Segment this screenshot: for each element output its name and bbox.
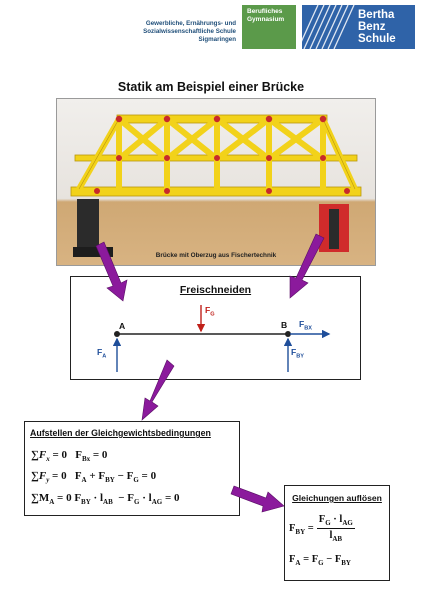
point-b-label: B	[281, 320, 288, 330]
gymnasium-logo-line1: Berufliches	[247, 8, 283, 15]
bertha-benz-logo	[302, 5, 415, 49]
force-fg-letter: F	[205, 305, 211, 315]
bridge-illustration	[57, 99, 376, 266]
photo-caption: Brücke mit Oberzug aus Fischertechnik	[155, 252, 277, 259]
free-body-diagram	[71, 277, 362, 381]
equation-fby-solution: $F_{BY}$ = $\frac{F_G \cdot l_{AG}}{l_{AB}}$	[289, 514, 353, 544]
force-fbx-label	[299, 319, 312, 332]
force-fa-sub: A	[102, 353, 107, 360]
gymnasium-logo	[242, 5, 296, 49]
force-fby-letter: F	[291, 347, 297, 357]
school-name-line1: Gewerbliche, Ernährungs- und	[145, 20, 236, 27]
point-a-label: A	[119, 321, 126, 331]
equation-sum-fx: $\sum F_x = 0$ $F_{Bx} = 0$	[31, 449, 108, 464]
logo-text-benz: Benz	[358, 21, 386, 33]
school-name	[143, 20, 236, 44]
school-name-line3: Sigmaringen	[198, 36, 236, 43]
force-fby-label	[291, 347, 304, 360]
solve-equations-title: Gleichungen auflösen	[292, 493, 382, 503]
force-fa-letter: F	[97, 347, 103, 357]
freischneiden-box	[70, 276, 361, 380]
equation-sum-fy: $\sum F_y = 0$ $F_A + F_{BY} - F_G = 0$	[31, 470, 157, 485]
gymnasium-logo-line2: Gymnasium	[247, 16, 285, 23]
point-a-marker	[114, 331, 120, 337]
bertha-benz-logo-text	[358, 9, 396, 45]
freischneiden-title: Freischneiden	[179, 284, 252, 296]
school-name-line2: Sozialwissenschaftliche Schule	[143, 28, 236, 35]
equilibrium-title: Aufstellen der Gleichgewichtsbedingungen	[30, 428, 211, 438]
force-fbx-letter: F	[299, 319, 305, 329]
page-title: Statik am Beispiel einer Brücke	[117, 80, 305, 94]
logo-text-bertha: Bertha	[358, 9, 395, 21]
solve-equations-box	[284, 485, 390, 581]
bridge-photo	[56, 98, 376, 266]
force-fg-sub: G	[210, 311, 215, 318]
force-fby-sub: BY	[296, 353, 305, 360]
equilibrium-box	[24, 421, 240, 516]
force-fg-label	[205, 305, 215, 318]
force-fa-label	[97, 347, 106, 360]
logo-text-schule: Schule	[358, 33, 396, 45]
equation-sum-ma: $\sum M_A = 0$ $F_{BY} \cdot l_{AB} - F_G \cdot l_{AG} = 0$	[31, 492, 180, 507]
force-fbx-sub: BX	[304, 325, 313, 332]
equation-fa-solution: $F_A = F_G - F_{BY}$	[289, 554, 351, 568]
